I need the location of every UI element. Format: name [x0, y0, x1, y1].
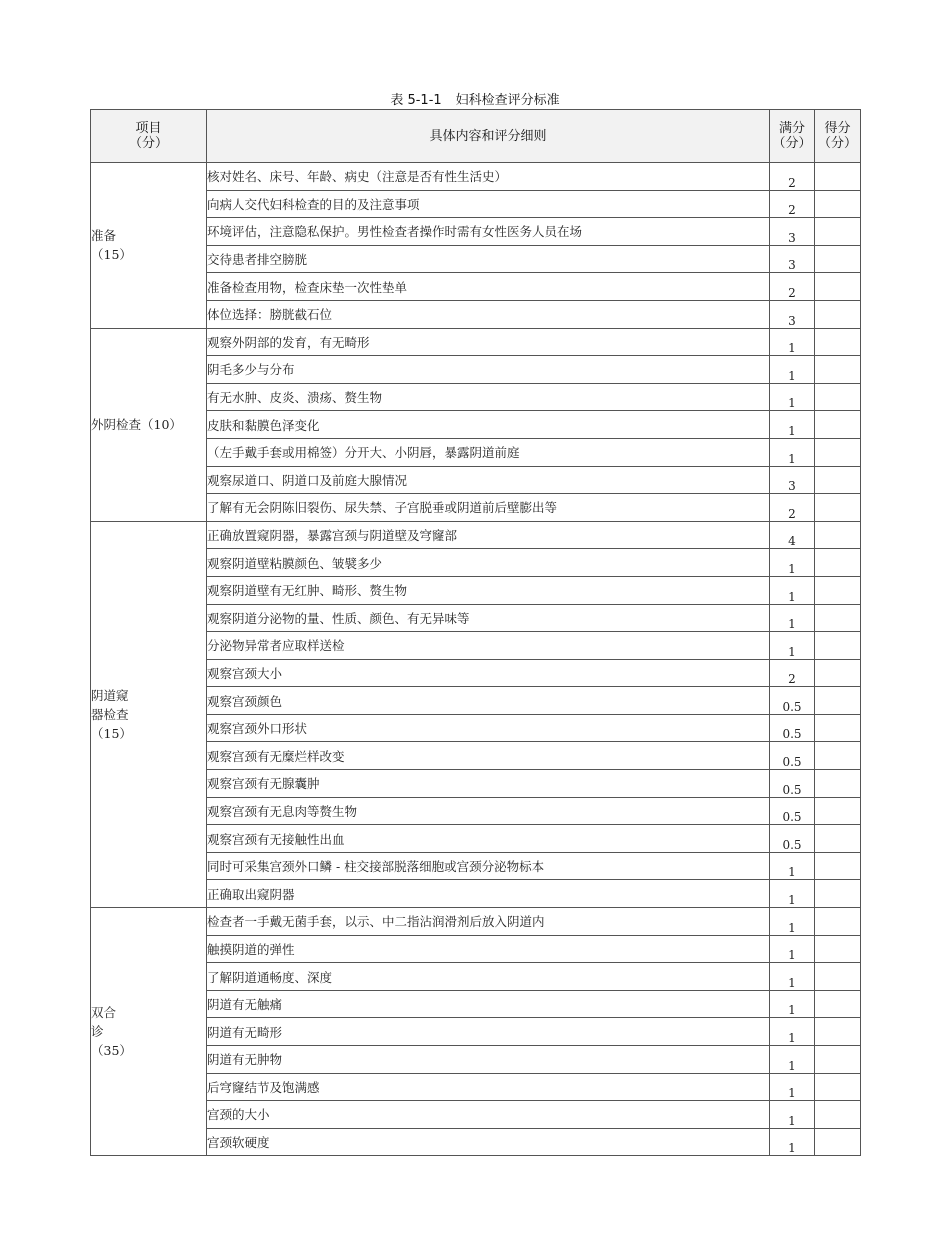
full-score: 2 [770, 163, 815, 191]
got-score-cell[interactable] [815, 797, 861, 825]
full-score: 2 [770, 190, 815, 218]
full-score: 0.5 [770, 825, 815, 853]
got-score-cell[interactable] [815, 300, 861, 328]
criterion-text: 准备检查用物，检查床垫一次性垫单 [207, 273, 770, 301]
criterion-text: （左手戴手套或用棉签）分开大、小阴唇，暴露阴道前庭 [207, 438, 770, 466]
got-score-cell[interactable] [815, 880, 861, 908]
got-score-cell[interactable] [815, 714, 861, 742]
got-score-cell[interactable] [815, 356, 861, 384]
criterion-text: 观察宫颈大小 [207, 659, 770, 687]
got-score-cell[interactable] [815, 494, 861, 522]
got-score-cell[interactable] [815, 825, 861, 853]
criterion-text: 观察宫颈外口形状 [207, 714, 770, 742]
table-row [91, 825, 861, 853]
full-score: 1 [770, 411, 815, 439]
section-label: 外阴检查（10） [91, 417, 182, 433]
criterion-text: 向病人交代妇科检查的目的及注意事项 [207, 190, 770, 218]
full-score: 1 [770, 1046, 815, 1074]
got-score-cell[interactable] [815, 963, 861, 991]
criterion-text: 皮肤和黏膜色泽变化 [207, 411, 770, 439]
full-score: 1 [770, 990, 815, 1018]
criterion-text: 核对姓名、床号、年龄、病史（注意是否有性生活史） [207, 163, 770, 191]
table-row [91, 549, 861, 577]
full-score: 1 [770, 604, 815, 632]
got-score-cell[interactable] [815, 632, 861, 660]
table-row [91, 908, 861, 936]
criterion-text: 正确取出窥阴器 [207, 880, 770, 908]
table-row [91, 880, 861, 908]
got-score-cell[interactable] [815, 659, 861, 687]
table-row [91, 990, 861, 1018]
table-row [91, 1101, 861, 1129]
criterion-text: 观察宫颈颜色 [207, 687, 770, 715]
full-score: 1 [770, 1128, 815, 1156]
got-score-cell[interactable] [815, 190, 861, 218]
header-item: 项目 （分） [91, 110, 207, 163]
full-score: 3 [770, 300, 815, 328]
section-name [91, 521, 207, 907]
table-row [91, 714, 861, 742]
header-row [91, 110, 861, 163]
table-row [91, 687, 861, 715]
criterion-text: 后穹窿结节及饱满感 [207, 1073, 770, 1101]
table-row [91, 1073, 861, 1101]
got-score-cell[interactable] [815, 1073, 861, 1101]
table-row [91, 770, 861, 798]
got-score-cell[interactable] [815, 1128, 861, 1156]
table-row [91, 1128, 861, 1156]
got-score-cell[interactable] [815, 1046, 861, 1074]
table-row [91, 1046, 861, 1074]
criterion-text: 观察阴道分泌物的量、性质、颜色、有无异味等 [207, 604, 770, 632]
full-score: 0.5 [770, 742, 815, 770]
got-score-cell[interactable] [815, 438, 861, 466]
got-score-cell[interactable] [815, 604, 861, 632]
full-score: 3 [770, 245, 815, 273]
got-score-cell[interactable] [815, 908, 861, 936]
criterion-text: 交待患者排空膀胱 [207, 245, 770, 273]
criterion-text: 观察尿道口、阴道口及前庭大腺情况 [207, 466, 770, 494]
criterion-text: 了解阴道通畅度、深度 [207, 963, 770, 991]
table-number: 表 5-1-1 [390, 93, 442, 108]
section-label: 准备 （15） [91, 228, 132, 263]
got-score-cell[interactable] [815, 383, 861, 411]
criterion-text: 体位选择：膀胱截石位 [207, 300, 770, 328]
full-score: 0.5 [770, 687, 815, 715]
criterion-text: 观察外阴部的发育，有无畸形 [207, 328, 770, 356]
criterion-text: 观察宫颈有无息肉等赘生物 [207, 797, 770, 825]
got-score-cell[interactable] [815, 245, 861, 273]
table-row [91, 1018, 861, 1046]
table-row [91, 632, 861, 660]
section-name [91, 328, 207, 521]
full-score: 1 [770, 549, 815, 577]
criterion-text: 检查者一手戴无菌手套，以示、中二指沾润滑剂后放入阴道内 [207, 908, 770, 936]
full-score: 4 [770, 521, 815, 549]
full-score: 1 [770, 383, 815, 411]
got-score-cell[interactable] [815, 742, 861, 770]
full-score: 1 [770, 852, 815, 880]
table-row [91, 604, 861, 632]
criterion-text: 同时可采集宫颈外口鳞 - 柱交接部脱落细胞或宫颈分泌物标本 [207, 852, 770, 880]
table-row [91, 273, 861, 301]
got-score-cell[interactable] [815, 1101, 861, 1129]
table-row [91, 411, 861, 439]
full-score: 2 [770, 273, 815, 301]
table-row [91, 797, 861, 825]
table-row [91, 494, 861, 522]
full-score: 1 [770, 356, 815, 384]
full-score: 2 [770, 659, 815, 687]
full-score: 1 [770, 963, 815, 991]
table-title: 妇科检查评分标准 [455, 93, 560, 108]
full-score: 1 [770, 935, 815, 963]
section-label: 阴道窥 器检查 （15） [91, 687, 132, 741]
table-row [91, 521, 861, 549]
header-got-score: 得分 （分） [815, 110, 861, 163]
table-caption [0, 89, 950, 108]
full-score: 1 [770, 1073, 815, 1101]
got-score-cell[interactable] [815, 1018, 861, 1046]
criterion-text: 有无水肿、皮炎、溃疡、赘生物 [207, 383, 770, 411]
full-score: 1 [770, 632, 815, 660]
criterion-text: 阴道有无肿物 [207, 1046, 770, 1074]
full-score: 0.5 [770, 770, 815, 798]
got-score-cell[interactable] [815, 218, 861, 246]
criterion-text: 观察宫颈有无糜烂样改变 [207, 742, 770, 770]
full-score: 1 [770, 1101, 815, 1129]
criterion-text: 触摸阴道的弹性 [207, 935, 770, 963]
criterion-text: 阴毛多少与分布 [207, 356, 770, 384]
table-row [91, 659, 861, 687]
got-score-cell[interactable] [815, 328, 861, 356]
criterion-text: 分泌物异常者应取样送检 [207, 632, 770, 660]
got-score-cell[interactable] [815, 576, 861, 604]
got-score-cell[interactable] [815, 770, 861, 798]
criterion-text: 正确放置窥阴器，暴露宫颈与阴道壁及穹窿部 [207, 521, 770, 549]
table-row [91, 935, 861, 963]
full-score: 1 [770, 576, 815, 604]
scoring-table [90, 109, 861, 1156]
got-score-cell[interactable] [815, 521, 861, 549]
criterion-text: 宫颈的大小 [207, 1101, 770, 1129]
criterion-text: 宫颈软硬度 [207, 1128, 770, 1156]
table-row [91, 466, 861, 494]
table-row [91, 438, 861, 466]
criterion-text: 观察宫颈有无腺囊肿 [207, 770, 770, 798]
table-row [91, 328, 861, 356]
table-row [91, 963, 861, 991]
got-score-cell[interactable] [815, 549, 861, 577]
header-content: 具体内容和评分细则 [207, 110, 770, 163]
section-label: 双合 诊 （35） [91, 1005, 132, 1059]
criterion-text: 阴道有无触痛 [207, 990, 770, 1018]
full-score: 1 [770, 328, 815, 356]
full-score: 2 [770, 494, 815, 522]
got-score-cell[interactable] [815, 163, 861, 191]
table-row [91, 218, 861, 246]
full-score: 3 [770, 466, 815, 494]
header-full-score: 满分 （分） [770, 110, 815, 163]
criterion-text: 环境评估，注意隐私保护。男性检查者操作时需有女性医务人员在场 [207, 218, 770, 246]
table-row [91, 163, 861, 191]
table-row [91, 742, 861, 770]
full-score: 1 [770, 908, 815, 936]
table-row [91, 576, 861, 604]
criterion-text: 了解有无会阴陈旧裂伤、尿失禁、子宫脱垂或阴道前后壁膨出等 [207, 494, 770, 522]
got-score-cell[interactable] [815, 466, 861, 494]
table-row [91, 190, 861, 218]
full-score: 3 [770, 218, 815, 246]
got-score-cell[interactable] [815, 273, 861, 301]
table-row [91, 356, 861, 384]
criterion-text: 观察阴道壁有无红肿、畸形、赘生物 [207, 576, 770, 604]
got-score-cell[interactable] [815, 990, 861, 1018]
criterion-text: 阴道有无畸形 [207, 1018, 770, 1046]
full-score: 1 [770, 438, 815, 466]
got-score-cell[interactable] [815, 687, 861, 715]
section-name [91, 908, 207, 1156]
table-row [91, 300, 861, 328]
criterion-text: 观察阴道壁粘膜颜色、皱襞多少 [207, 549, 770, 577]
full-score: 1 [770, 880, 815, 908]
got-score-cell[interactable] [815, 935, 861, 963]
full-score: 1 [770, 1018, 815, 1046]
table-row [91, 245, 861, 273]
got-score-cell[interactable] [815, 411, 861, 439]
full-score: 0.5 [770, 714, 815, 742]
section-name [91, 163, 207, 329]
full-score: 0.5 [770, 797, 815, 825]
table-row [91, 852, 861, 880]
table-row [91, 383, 861, 411]
got-score-cell[interactable] [815, 852, 861, 880]
criterion-text: 观察宫颈有无接触性出血 [207, 825, 770, 853]
